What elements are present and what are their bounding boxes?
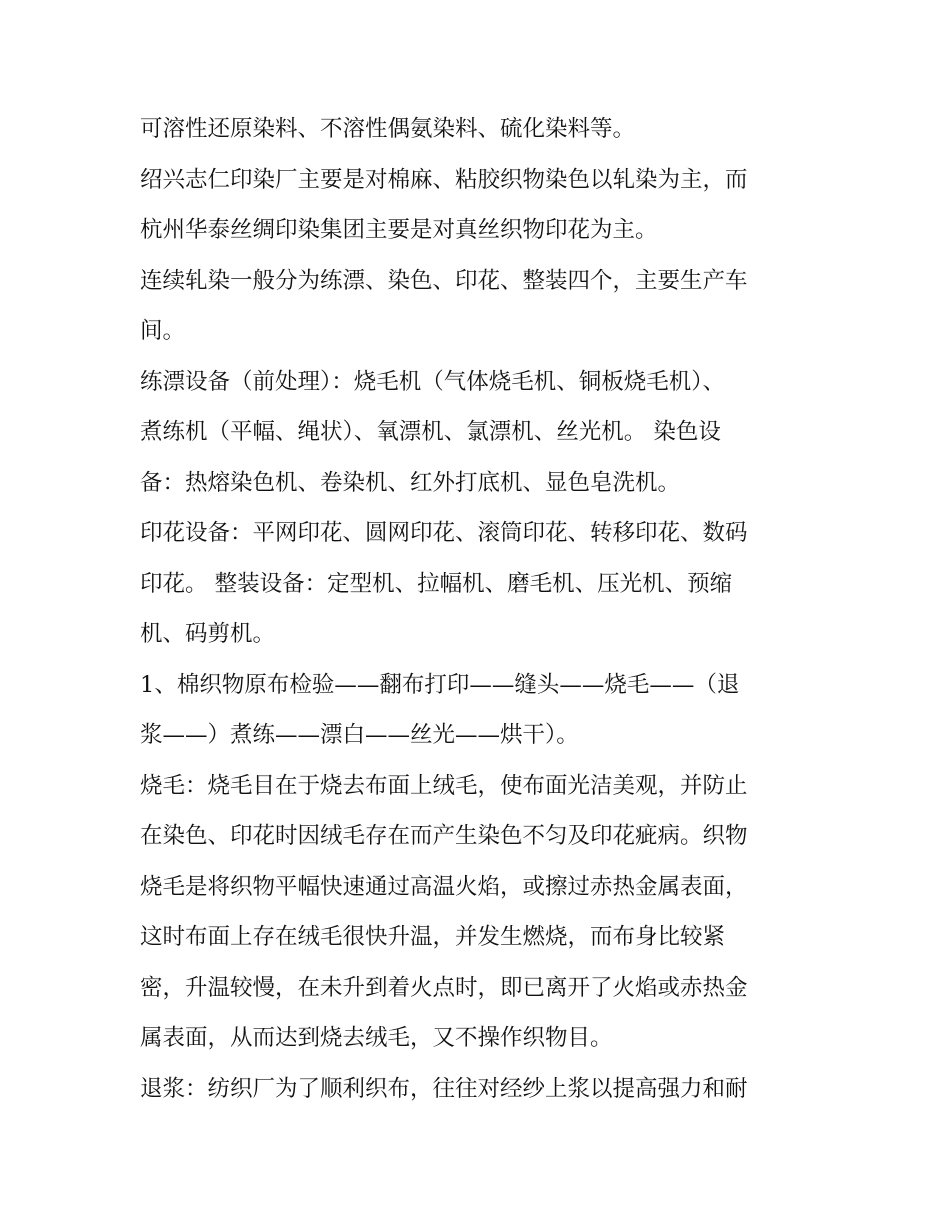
text-line: 煮练机（平幅、绳状）、氧漂机、氯漂机、丝光机。 染色设 bbox=[140, 419, 721, 445]
text-line: 在染色、印花时因绒毛存在而产生染色不匀及印花疵病。织物 bbox=[140, 823, 748, 849]
paragraph-workshops bbox=[140, 256, 820, 357]
text-line: 浆——）煮练——漂白——丝光——烘干）。 bbox=[140, 722, 579, 748]
text-line: 这时布面上存在绒毛很快升温，并发生燃烧，而布身比较紧 bbox=[140, 924, 726, 950]
paragraph-factories bbox=[140, 155, 820, 256]
text-line: 印花设备：平网印花、圆网印花、滚筒印花、转移印花、数码 bbox=[140, 520, 748, 546]
paragraph-printing-equipment bbox=[140, 508, 820, 660]
paragraph-pretreatment-equipment bbox=[140, 357, 820, 509]
paragraph-singeing bbox=[140, 761, 820, 1064]
text-line: 间。 bbox=[140, 318, 186, 344]
paragraph-process-flow bbox=[140, 660, 820, 761]
paragraph-desizing bbox=[140, 1064, 820, 1115]
text-line: 杭州华泰丝绸印染集团主要是对真丝织物印花为主。 bbox=[140, 217, 658, 243]
text-line: 1、棉织物原布检验——翻布打印——缝头——烧毛——（退 bbox=[140, 671, 740, 698]
document-body bbox=[140, 104, 820, 1114]
text-line: 机、码剪机。 bbox=[140, 621, 276, 647]
paragraph-dye-types bbox=[140, 104, 820, 155]
text-line: 练漂设备（前处理）：烧毛机（气体烧毛机、铜板烧毛机）、 bbox=[140, 368, 726, 395]
text-line: 印花。 整装设备：定型机、拉幅机、磨毛机、压光机、预缩 bbox=[140, 570, 733, 597]
text-line: 退浆：纺织厂为了顺利织布，往往对经纱上浆以提高强力和耐 bbox=[140, 1075, 748, 1102]
text-line: 属表面，从而达到烧去绒毛，又不操作织物目。 bbox=[140, 1025, 613, 1051]
text-line: 可溶性还原染料、不溶性偶氨染料、硫化染料等。 bbox=[140, 116, 636, 142]
text-line: 备：热熔染色机、卷染机、红外打底机、显色皂洗机。 bbox=[140, 469, 681, 496]
text-line: 密，升温较慢，在未升到着火点时，即已离开了火焰或赤热金 bbox=[140, 974, 748, 1001]
text-line: 连续轧染一般分为练漂、染色、印花、整装四个，主要生产车 bbox=[140, 267, 748, 294]
text-line: 烧毛：烧毛目在于烧去布面上绒毛，使布面光洁美观，并防止 bbox=[140, 772, 748, 799]
text-line: 烧毛是将织物平幅快速通过高温火焰，或擦过赤热金属表面， bbox=[140, 873, 748, 900]
text-line: 绍兴志仁印染厂主要是对棉麻、粘胶织物染色以轧染为主，而 bbox=[140, 166, 748, 193]
